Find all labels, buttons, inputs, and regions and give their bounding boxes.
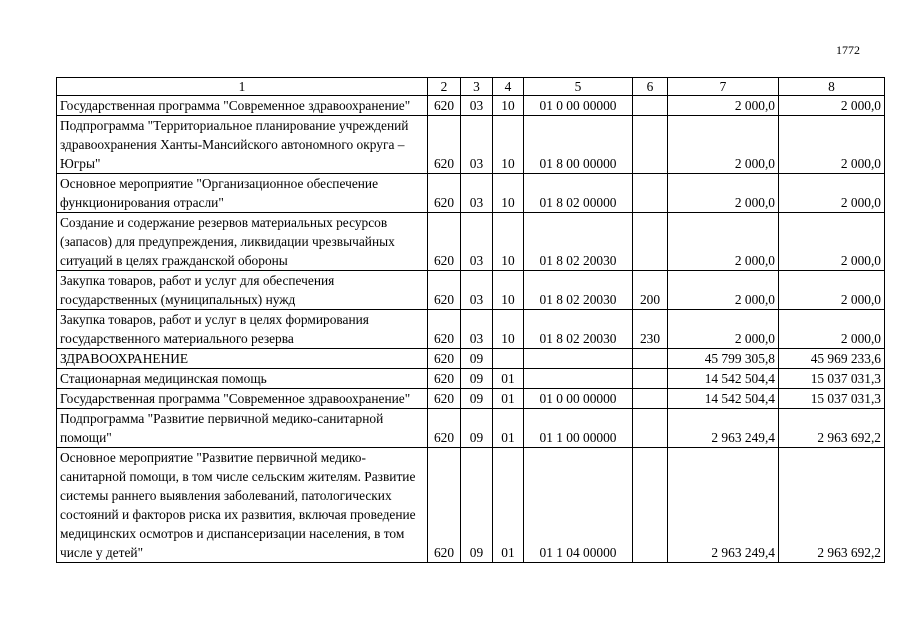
subsection-code: 01	[493, 448, 524, 563]
subsection-code: 01	[493, 369, 524, 389]
section-code: 09	[461, 349, 493, 369]
amount-year-1: 2 000,0	[668, 116, 779, 174]
expense-type-code	[633, 174, 668, 213]
section-code: 03	[461, 271, 493, 310]
ministry-code: 620	[428, 389, 461, 409]
table-row	[57, 213, 885, 271]
section-code: 09	[461, 409, 493, 448]
target-article-code: 01 0 00 00000	[524, 389, 633, 409]
item-name: Закупка товаров, работ и услуг для обеспечения государственных (муниципальных) нужд	[57, 271, 428, 310]
amount-year-2: 45 969 233,6	[779, 349, 885, 369]
table-row	[57, 174, 885, 213]
table-row	[57, 349, 885, 369]
amount-year-1: 14 542 504,4	[668, 369, 779, 389]
amount-year-1: 2 000,0	[668, 96, 779, 116]
table-row	[57, 116, 885, 174]
expense-type-code	[633, 409, 668, 448]
subsection-code	[493, 349, 524, 369]
table-row	[57, 271, 885, 310]
section-code: 09	[461, 369, 493, 389]
item-name: Государственная программа "Современное здравоохранение"	[57, 96, 428, 116]
section-code: 03	[461, 174, 493, 213]
col-header-1: 1	[57, 78, 428, 96]
amount-year-2: 2 963 692,2	[779, 448, 885, 563]
amount-year-2: 2 000,0	[779, 174, 885, 213]
section-code: 03	[461, 213, 493, 271]
amount-year-2: 2 000,0	[779, 213, 885, 271]
target-article-code	[524, 349, 633, 369]
expense-type-code	[633, 213, 668, 271]
section-code: 09	[461, 389, 493, 409]
target-article-code: 01 0 00 00000	[524, 96, 633, 116]
expense-type-code	[633, 96, 668, 116]
target-article-code: 01 8 02 00000	[524, 174, 633, 213]
col-header-8: 8	[779, 78, 885, 96]
subsection-code: 10	[493, 213, 524, 271]
amount-year-2: 2 000,0	[779, 96, 885, 116]
target-article-code: 01 8 02 20030	[524, 271, 633, 310]
amount-year-1: 2 963 249,4	[668, 448, 779, 563]
budget-table	[56, 77, 885, 563]
expense-type-code	[633, 389, 668, 409]
subsection-code: 10	[493, 271, 524, 310]
ministry-code: 620	[428, 310, 461, 349]
ministry-code: 620	[428, 213, 461, 271]
ministry-code: 620	[428, 349, 461, 369]
col-header-3: 3	[461, 78, 493, 96]
section-code: 03	[461, 116, 493, 174]
subsection-code: 10	[493, 174, 524, 213]
col-header-4: 4	[493, 78, 524, 96]
target-article-code: 01 8 00 00000	[524, 116, 633, 174]
amount-year-2: 15 037 031,3	[779, 369, 885, 389]
target-article-code: 01 1 00 00000	[524, 409, 633, 448]
table-row	[57, 448, 885, 563]
target-article-code: 01 8 02 20030	[524, 310, 633, 349]
amount-year-2: 2 000,0	[779, 310, 885, 349]
item-name: Основное мероприятие "Организационное обеспечение функционирования отрасли"	[57, 174, 428, 213]
expense-type-code: 200	[633, 271, 668, 310]
ministry-code: 620	[428, 369, 461, 389]
item-name: Государственная программа "Современное здравоохранение"	[57, 389, 428, 409]
amount-year-1: 2 000,0	[668, 213, 779, 271]
amount-year-2: 2 000,0	[779, 271, 885, 310]
subsection-code: 10	[493, 116, 524, 174]
amount-year-1: 2 000,0	[668, 174, 779, 213]
subsection-code: 10	[493, 96, 524, 116]
ministry-code: 620	[428, 271, 461, 310]
section-code: 03	[461, 96, 493, 116]
amount-year-1: 45 799 305,8	[668, 349, 779, 369]
expense-type-code: 230	[633, 310, 668, 349]
target-article-code: 01 8 02 20030	[524, 213, 633, 271]
col-header-6: 6	[633, 78, 668, 96]
target-article-code: 01 1 04 00000	[524, 448, 633, 563]
amount-year-2: 2 963 692,2	[779, 409, 885, 448]
subsection-code: 01	[493, 409, 524, 448]
item-name: Основное мероприятие "Развитие первичной медико-санитарной помощи, в том числе сельским жителям. Развитие системы раннего выявления заболеваний, патологических состояний и факторов риска их развития, включая проведение медицинских осмотров и диспансеризации населения, в том числе у детей"	[57, 448, 428, 563]
col-header-5: 5	[524, 78, 633, 96]
item-name: ЗДРАВООХРАНЕНИЕ	[57, 349, 428, 369]
item-name: Создание и содержание резервов материальных ресурсов (запасов) для предупреждения, ликвидации чрезвычайных ситуаций в целях гражданской обороны	[57, 213, 428, 271]
table-row	[57, 389, 885, 409]
page-number: 1772	[836, 43, 860, 57]
target-article-code	[524, 369, 633, 389]
expense-type-code	[633, 448, 668, 563]
table-row	[57, 369, 885, 389]
section-code: 09	[461, 448, 493, 563]
amount-year-1: 2 963 249,4	[668, 409, 779, 448]
subsection-code: 01	[493, 389, 524, 409]
amount-year-2: 15 037 031,3	[779, 389, 885, 409]
ministry-code: 620	[428, 116, 461, 174]
table-row	[57, 96, 885, 116]
amount-year-1: 2 000,0	[668, 310, 779, 349]
item-name: Подпрограмма "Территориальное планирование учреждений здравоохранения Ханты-Мансийского автономного округа – Югры"	[57, 116, 428, 174]
ministry-code: 620	[428, 409, 461, 448]
col-header-2: 2	[428, 78, 461, 96]
item-name: Закупка товаров, работ и услуг в целях формирования государственного материального резерва	[57, 310, 428, 349]
amount-year-1: 14 542 504,4	[668, 389, 779, 409]
section-code: 03	[461, 310, 493, 349]
subsection-code: 10	[493, 310, 524, 349]
col-header-7: 7	[668, 78, 779, 96]
ministry-code: 620	[428, 174, 461, 213]
table-body	[57, 96, 885, 563]
amount-year-2: 2 000,0	[779, 116, 885, 174]
item-name: Подпрограмма "Развитие первичной медико-санитарной помощи"	[57, 409, 428, 448]
table-row	[57, 409, 885, 448]
expense-type-code	[633, 116, 668, 174]
ministry-code: 620	[428, 448, 461, 563]
amount-year-1: 2 000,0	[668, 271, 779, 310]
table-row	[57, 310, 885, 349]
header-row	[57, 78, 885, 96]
item-name: Стационарная медицинская помощь	[57, 369, 428, 389]
ministry-code: 620	[428, 96, 461, 116]
expense-type-code	[633, 369, 668, 389]
expense-type-code	[633, 349, 668, 369]
